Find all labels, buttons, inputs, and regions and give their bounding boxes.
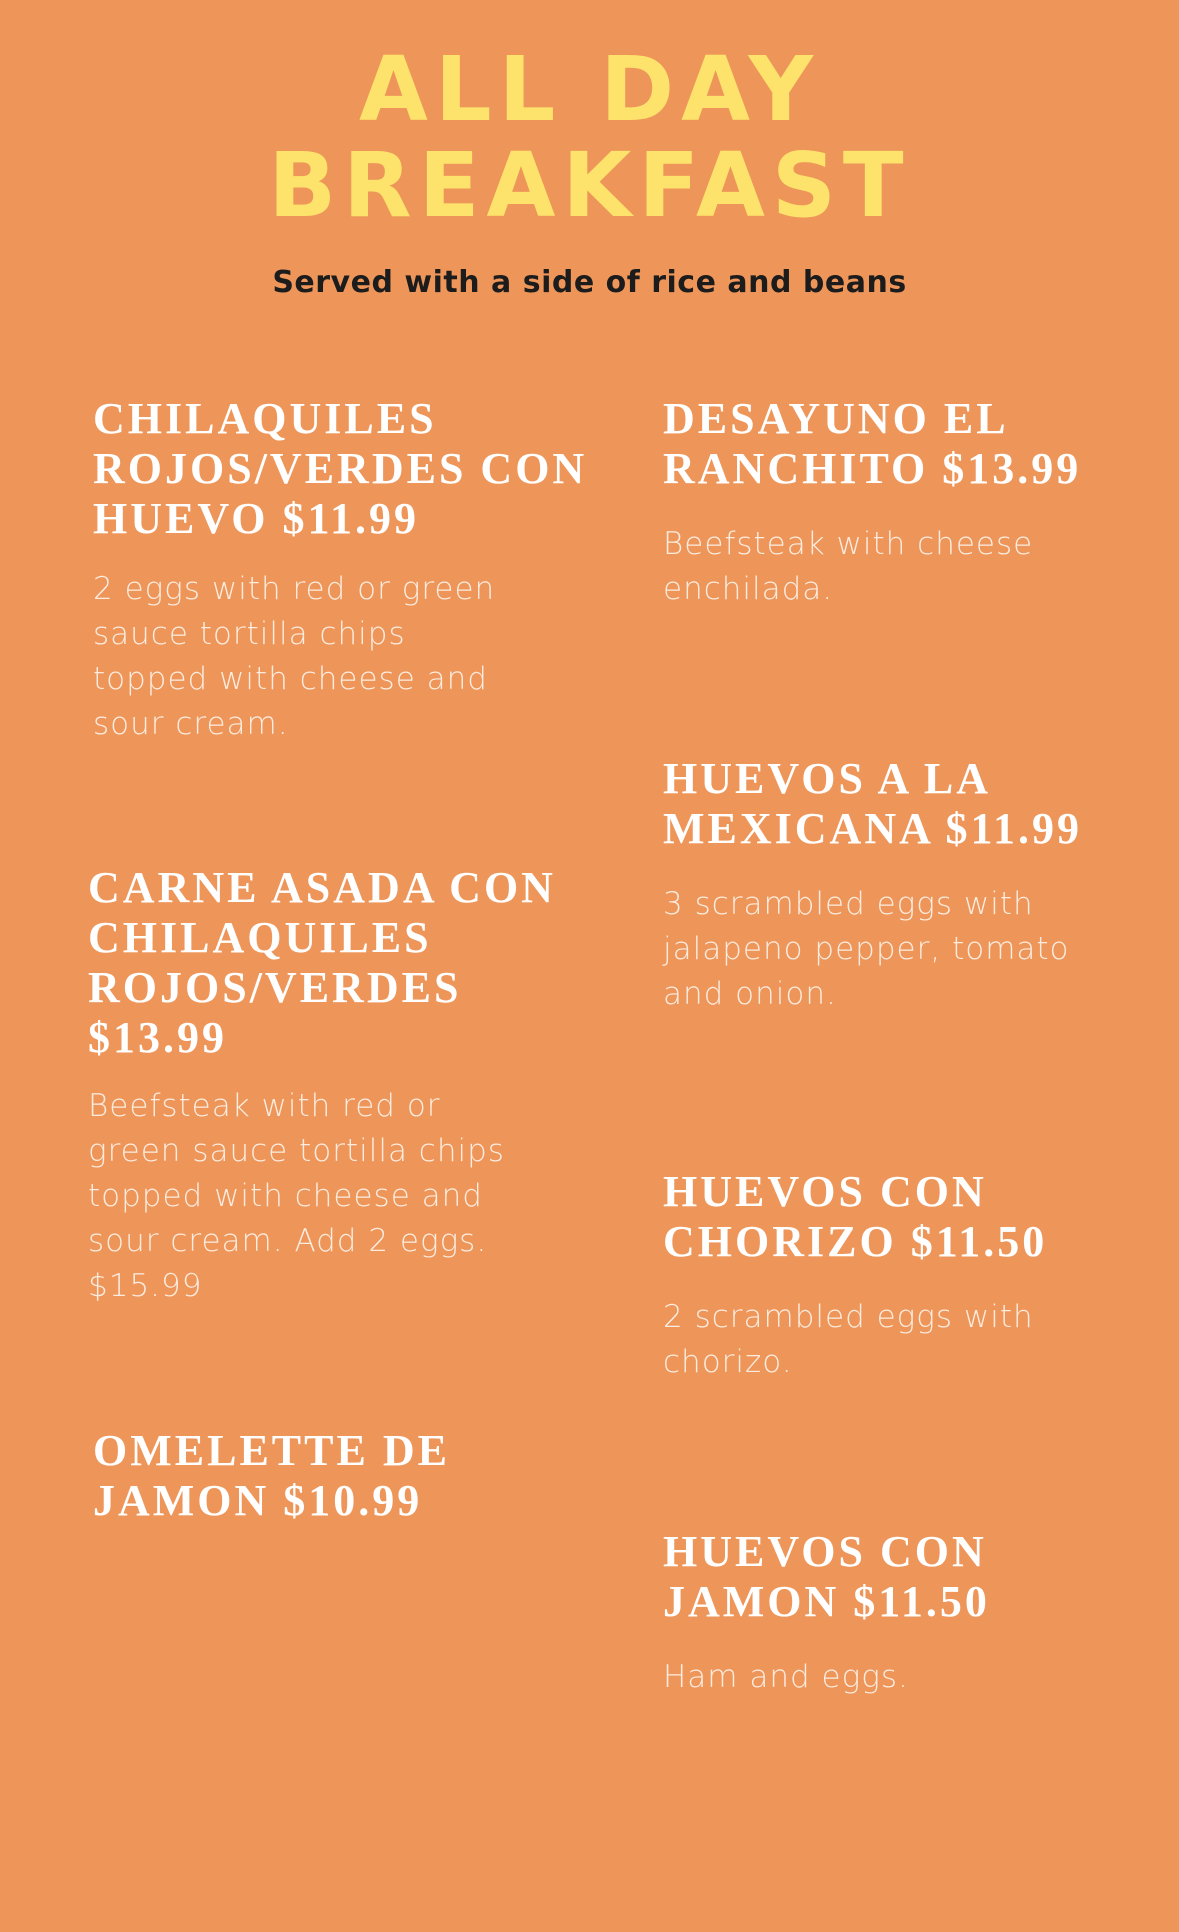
menu-item-name: HUEVOS CON CHORIZO $11.50 <box>663 1167 1048 1266</box>
menu-item-desayuno-ranchito <box>663 394 1163 612</box>
menu-item-description: 3 scrambled eggs with jalapeno pepper, tomato and onion. <box>663 886 1070 1012</box>
menu-item-carne-asada <box>88 863 608 1309</box>
menu-item-name: HUEVOS CON JAMON $11.50 <box>663 1527 990 1626</box>
menu-item-huevos-jamon <box>663 1527 1163 1700</box>
menu-title-line1: ALL DAY <box>359 37 820 141</box>
menu-item-name: CARNE ASADA CON CHILAQUILES ROJOS/VERDES $13.99 <box>88 863 556 1062</box>
menu-item-description: Beefsteak with red or green sauce tortilla chips topped with cheese and sour cream. Add 2 eggs. $15.99 <box>88 1088 505 1304</box>
menu-title-line2: BREAKFAST <box>268 133 911 237</box>
menu-item-name: CHILAQUILES ROJOS/VERDES CON HUEVO $11.99 <box>93 394 588 543</box>
menu-item-description: 2 scrambled eggs with chorizo. <box>663 1299 1034 1380</box>
menu-item-description: 2 eggs with red or green sauce tortilla chips topped with cheese and sour cream. <box>93 571 496 742</box>
menu-item-description: Ham and eggs. <box>663 1659 909 1695</box>
menu-item-huevos-chorizo <box>663 1167 1163 1385</box>
menu-item-name: OMELETTE DE JAMON $10.99 <box>93 1426 450 1525</box>
menu-item-description: Beefsteak with cheese enchilada. <box>663 526 1034 607</box>
menu-item-chilaquiles <box>93 394 613 747</box>
menu-subtitle: Served with a side of rice and beans <box>272 265 907 300</box>
menu-item-omelette <box>93 1426 613 1526</box>
menu-item-huevos-mexicana <box>663 754 1163 1017</box>
menu-item-name: HUEVOS A LA MEXICANA $11.99 <box>663 754 1083 853</box>
menu-item-name: DESAYUNO EL RANCHITO $13.99 <box>663 394 1082 493</box>
